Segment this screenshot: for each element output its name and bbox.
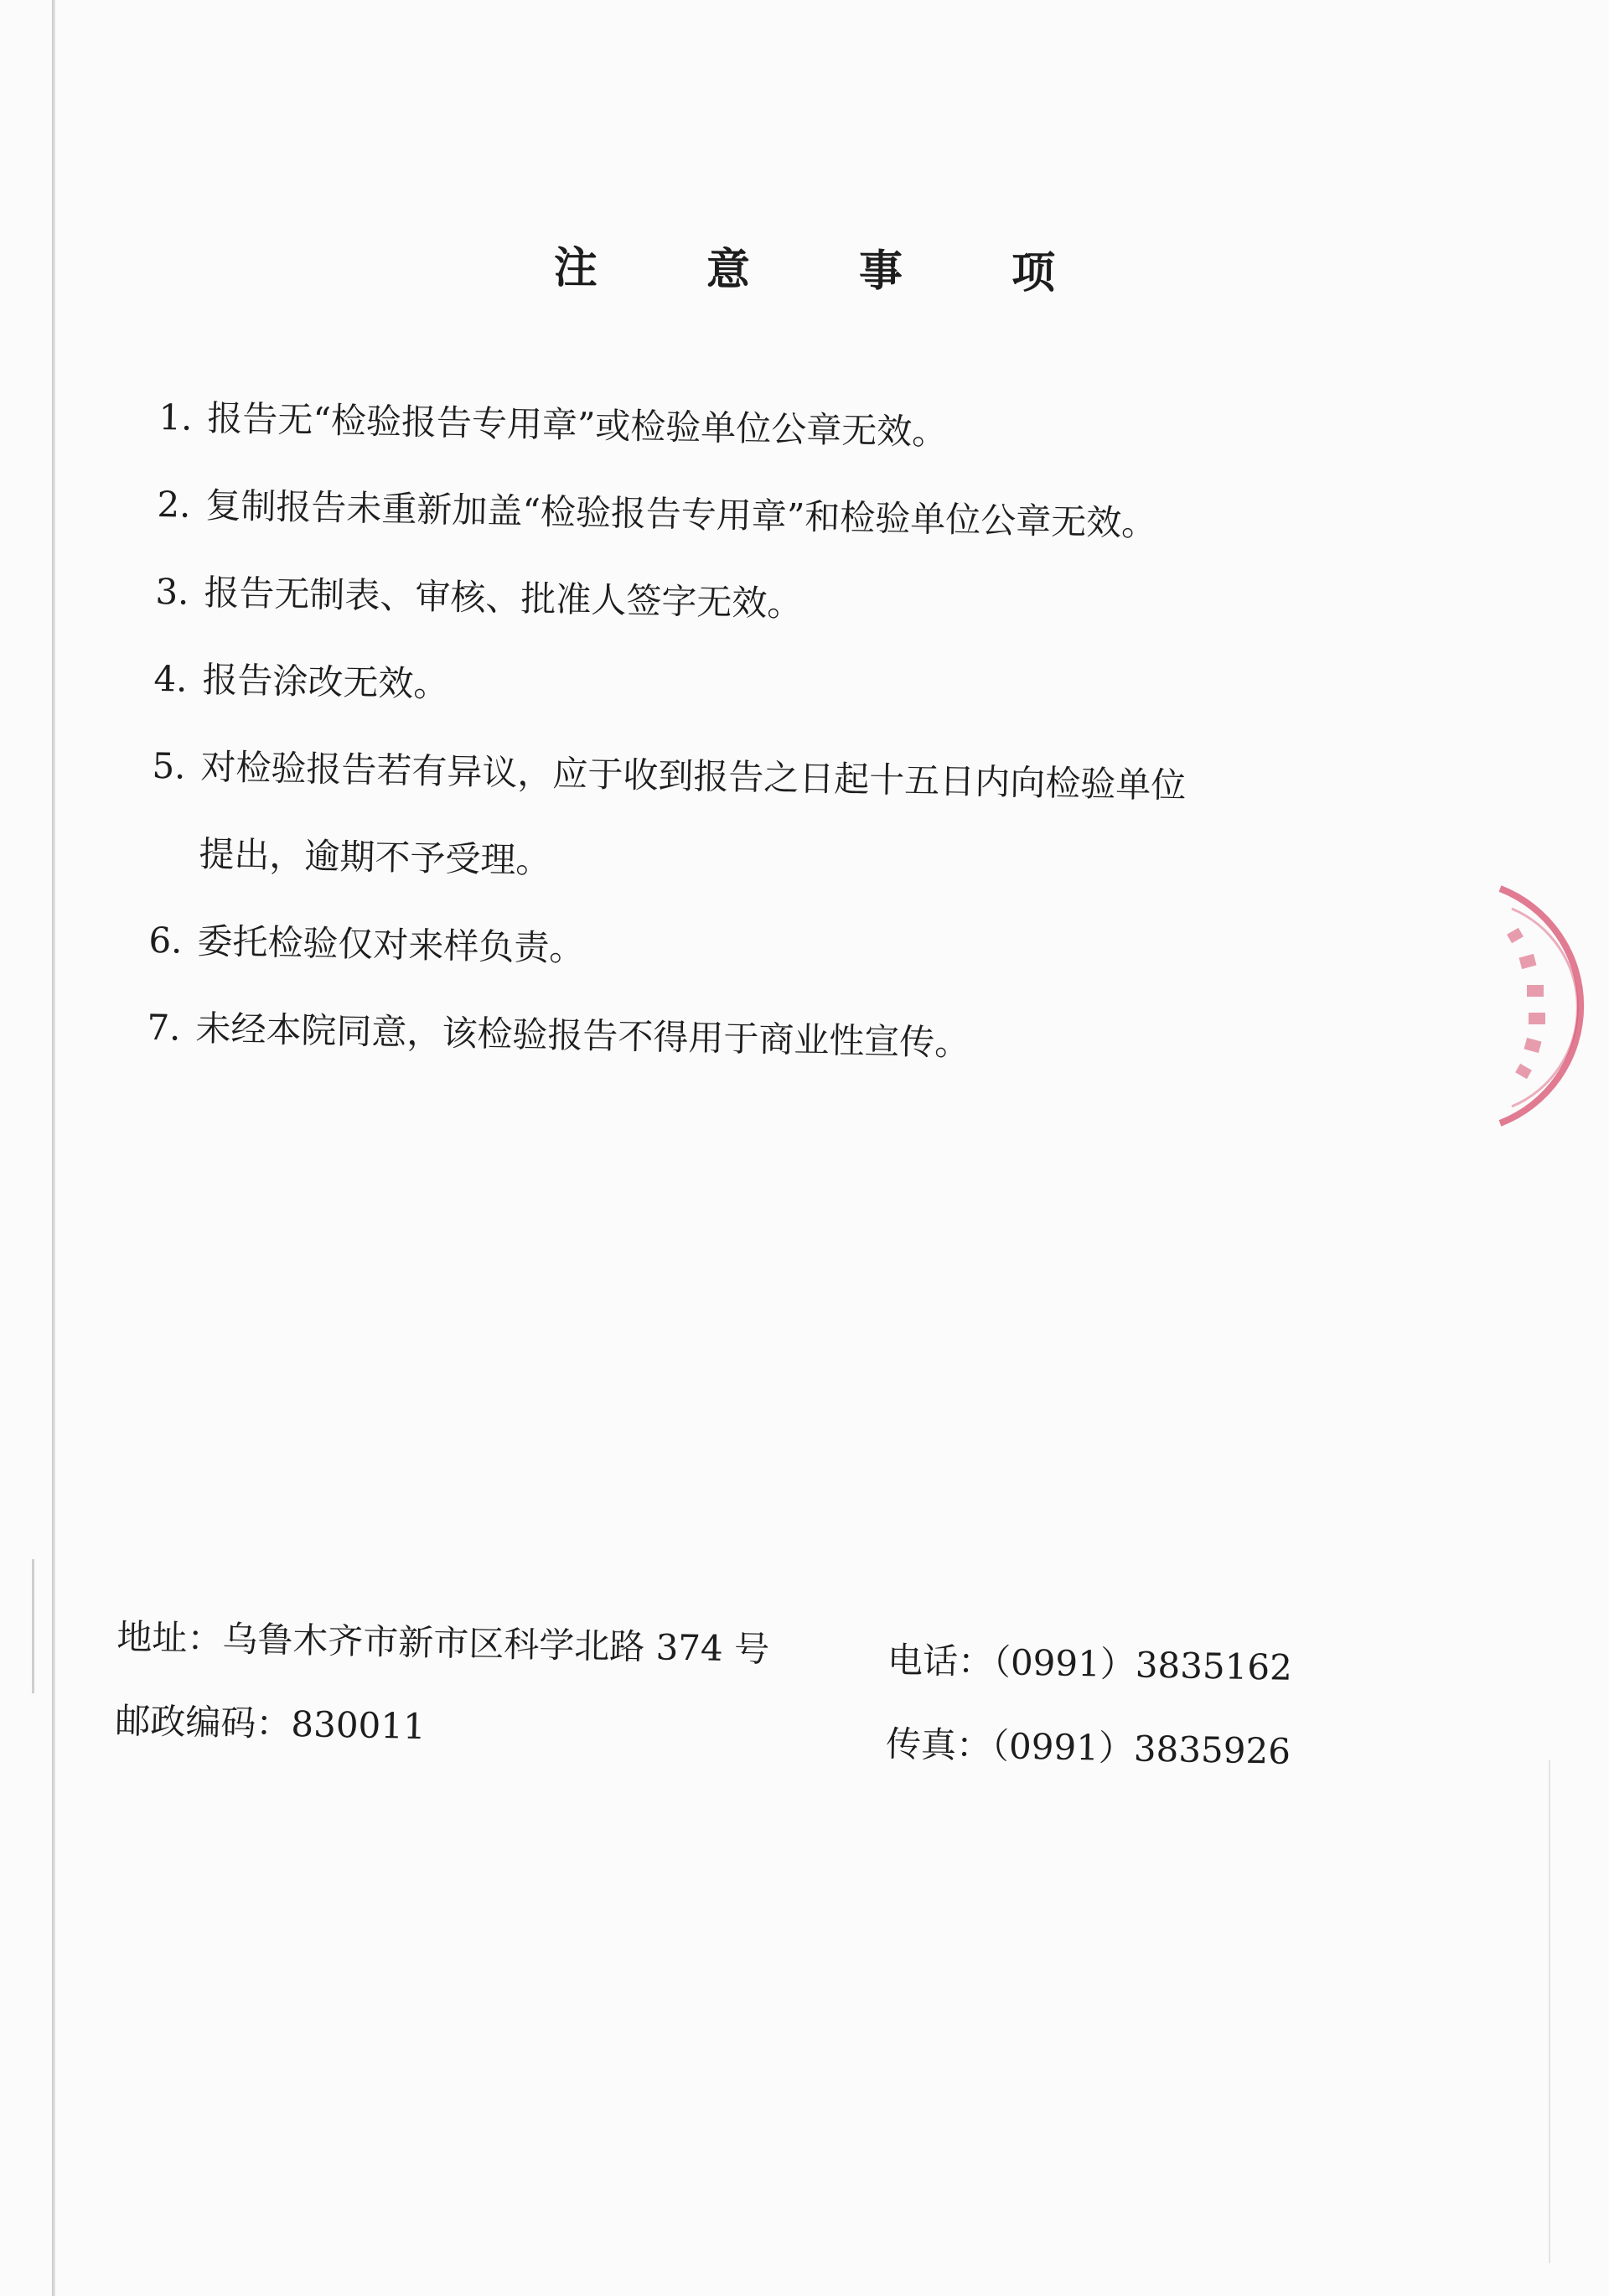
item-text: 未经本院同意，该检验报告不得用于商业性宣传。 [195, 1007, 970, 1064]
page-edge [1549, 1760, 1550, 2263]
fax-text: 传真：（0991）3835926 [885, 1723, 1291, 1772]
item-text-continuation: 提出，逾期不予受理。 [199, 833, 551, 882]
item-text: 报告无制表、审核、批准人签字无效。 [203, 572, 803, 625]
item-number: 6. [148, 919, 184, 961]
phone-text: 电话：（0991）3835162 [887, 1639, 1293, 1688]
official-seal-stamp [1492, 872, 1609, 1140]
item-number: 1. [158, 396, 194, 438]
notice-list [146, 394, 1391, 1115]
binding-mark [32, 1559, 34, 1693]
item-text: 复制报告未重新加盖“检验报告专用章”和检验单位公章无效。 [204, 485, 1157, 544]
list-item [147, 1004, 1379, 1075]
list-item [150, 743, 1384, 900]
item-text: 对检验报告若有异议，应于收到报告之日起十五日内向检验单位 [200, 746, 1187, 806]
item-number: 4. [153, 657, 189, 700]
list-item [155, 568, 1388, 639]
item-number: 2. [157, 483, 192, 526]
contact-info [114, 1609, 1307, 1817]
zip-code-text: 邮政编码：830011 [114, 1699, 427, 1748]
page-title: 注 意 事 项 [553, 241, 1103, 299]
item-number: 5. [152, 744, 187, 787]
address-text: 地址：乌鲁木齐市新市区科学北路 374 号 [116, 1615, 770, 1670]
list-item [153, 656, 1386, 726]
item-number: 3. [155, 570, 190, 613]
item-text: 委托检验仅对来样负责。 [197, 920, 585, 969]
item-text: 报告无“检验报告专用章”或检验单位公章无效。 [206, 397, 948, 453]
item-text: 报告涂改无效。 [202, 659, 449, 705]
item-number: 7. [147, 1006, 182, 1049]
list-item [157, 481, 1389, 552]
binding-edge [52, 0, 55, 2296]
list-item [158, 394, 1391, 464]
list-item [148, 917, 1381, 987]
